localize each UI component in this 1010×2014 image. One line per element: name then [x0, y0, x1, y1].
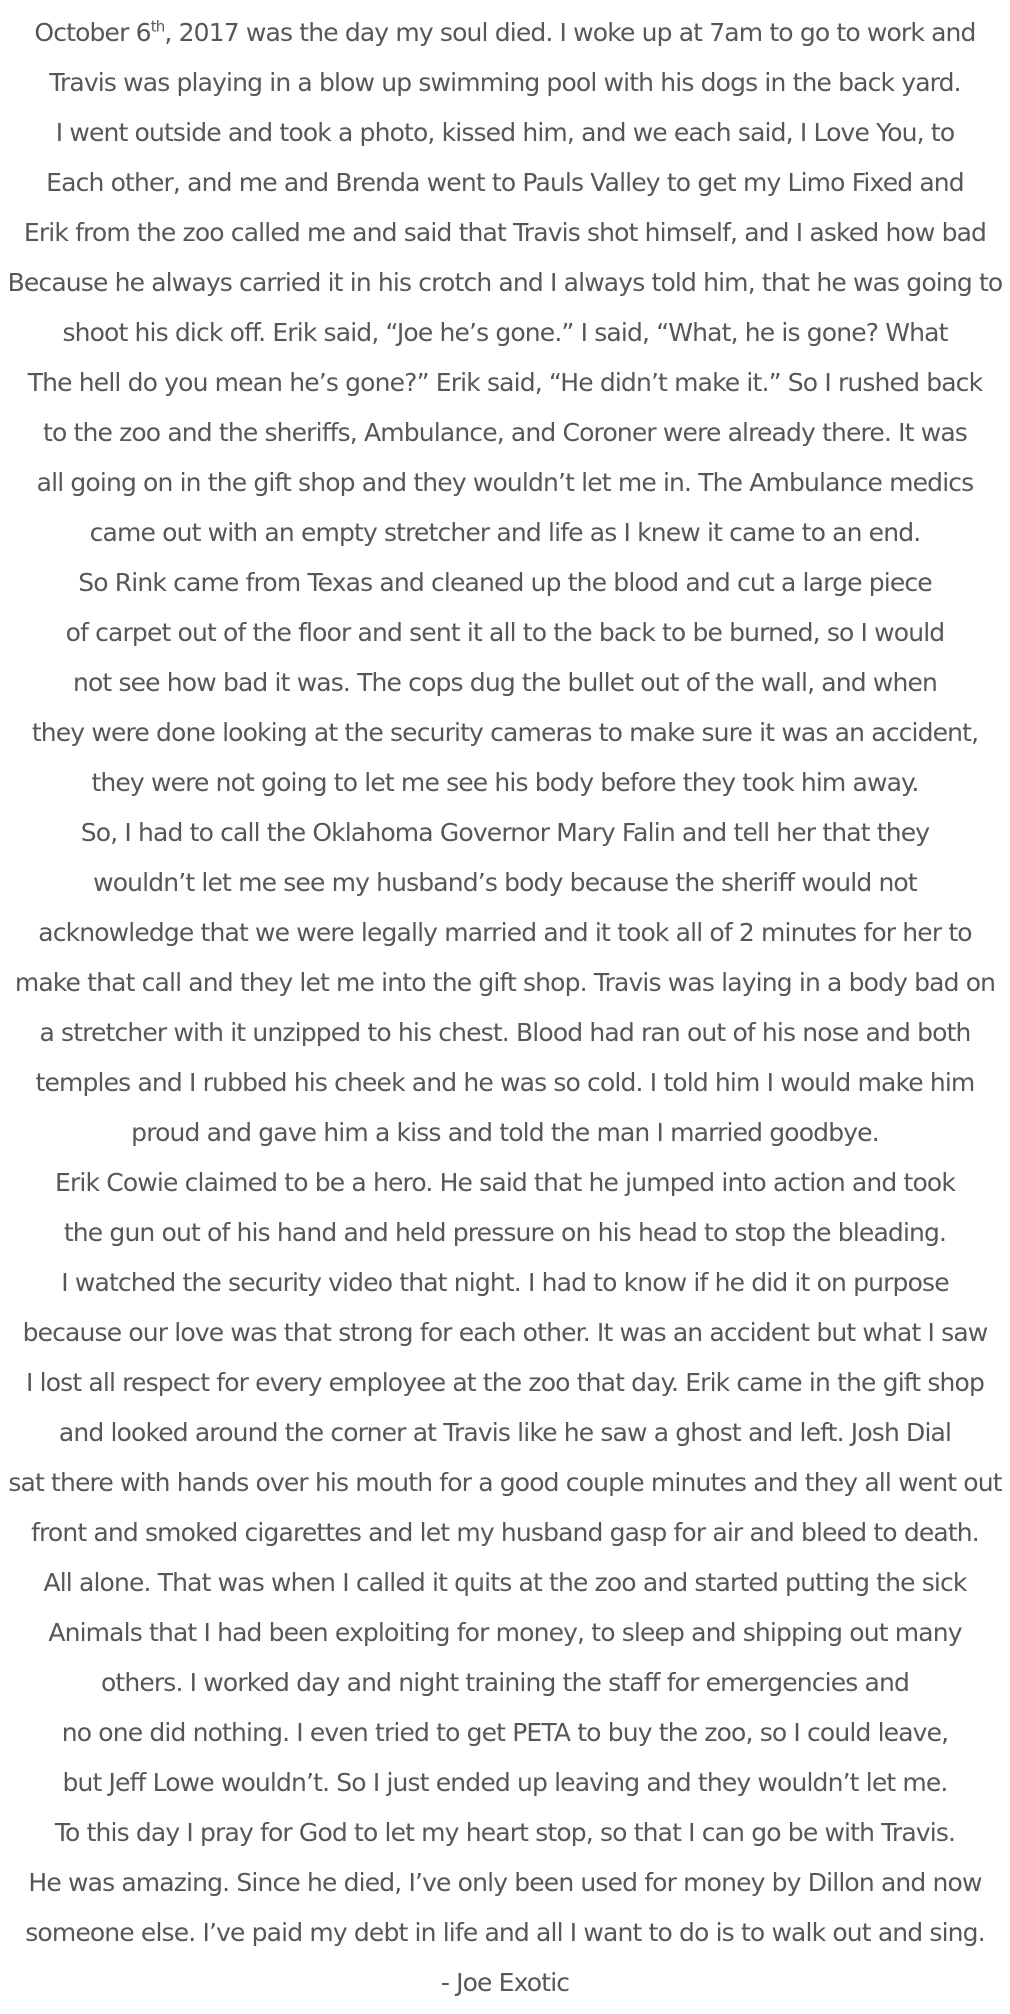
- letter-line: I lost all respect for every employee at the zoo that day. Erik came in the gift shop: [26, 1368, 984, 1397]
- letter-line: To this day I pray for God to let my heart stop, so that I can go be with Travis.: [54, 1818, 956, 1847]
- letter-line: Erik Cowie claimed to be a hero. He said that he jumped into action and took: [55, 1168, 955, 1197]
- letter-line: because our love was that strong for each other. It was an accident but what I saw: [22, 1318, 988, 1347]
- letter-line: front and smoked cigarettes and let my husband gasp for air and bleed to death.: [31, 1518, 979, 1547]
- letter-line: the gun out of his hand and held pressure on his head to stop the bleading.: [63, 1218, 947, 1247]
- letter-line: make that call and they let me into the gift shop. Travis was laying in a body bad on: [14, 968, 996, 997]
- letter-line: sat there with hands over his mouth for a good couple minutes and they all went out: [8, 1468, 1002, 1497]
- letter-line: I watched the security video that night. I had to know if he did it on purpose: [61, 1268, 949, 1297]
- letter-line: to the zoo and the sheriffs, Ambulance, and Coroner were already there. It was: [43, 418, 967, 447]
- letter-line: Travis was playing in a blow up swimming pool with his dogs in the back yard.: [49, 68, 961, 97]
- letter-line: So, I had to call the Oklahoma Governor Mary Falin and tell her that they: [80, 818, 930, 847]
- letter-line: they were done looking at the security cameras to make sure it was an accident,: [31, 718, 979, 747]
- letter-line: no one did nothing. I even tried to get PETA to buy the zoo, so I could leave,: [61, 1718, 949, 1747]
- letter-line: acknowledge that we were legally married and it took all of 2 minutes for her to: [38, 918, 972, 947]
- letter-line: they were not going to let me see his body before they took him away.: [91, 768, 919, 797]
- letter-line: proud and gave him a kiss and told the man I married goodbye.: [131, 1118, 879, 1147]
- date-ordinal-suffix: th: [150, 17, 165, 36]
- letter-line: Because he always carried it in his crotch and I always told him, that he was going to: [7, 268, 1003, 297]
- letter-line: Erik from the zoo called me and said that Travis shot himself, and I asked how bad: [23, 218, 987, 247]
- first-line-rest: , 2017 was the day my soul died. I woke up at 7am to go to work and: [164, 18, 976, 47]
- letter-line: not see how bad it was. The cops dug the bullet out of the wall, and when: [72, 668, 937, 697]
- letter-line: others. I worked day and night training the staff for emergencies and: [100, 1668, 910, 1697]
- letter-line: shoot his dick off. Erik said, “Joe he’s gone.” I said, “What, he is gone? What: [62, 318, 948, 347]
- letter-line-first: [0, 14, 1010, 64]
- letter-line: temples and I rubbed his cheek and he was so cold. I told him I would make him: [35, 1068, 975, 1097]
- letter-line: So Rink came from Texas and cleaned up the blood and cut a large piece: [78, 568, 932, 597]
- letter-line: but Jeff Lowe wouldn’t. So I just ended up leaving and they wouldn’t let me.: [62, 1768, 948, 1797]
- signature: - Joe Exotic: [440, 1968, 570, 1997]
- letter-line: of carpet out of the floor and sent it all to the back to be burned, so I would: [65, 618, 945, 647]
- letter-line: The hell do you mean he’s gone?” Erik said, “He didn’t make it.” So I rushed back: [27, 368, 983, 397]
- date-text: October 6: [34, 18, 151, 47]
- letter-line: Each other, and me and Brenda went to Pauls Valley to get my Limo Fixed and: [46, 168, 964, 197]
- letter-line: a stretcher with it unzipped to his chest. Blood had ran out of his nose and both: [39, 1018, 971, 1047]
- letter-line: All alone. That was when I called it quits at the zoo and started putting the sick: [43, 1568, 967, 1597]
- letter-line: and looked around the corner at Travis like he saw a ghost and left. Josh Dial: [58, 1418, 952, 1447]
- letter-line: He was amazing. Since he died, I’ve only been used for money by Dillon and now: [28, 1868, 982, 1897]
- letter-line: wouldn’t let me see my husband’s body because the sheriff would not: [93, 868, 917, 897]
- letter-line: came out with an empty stretcher and life as I knew it came to an end.: [89, 518, 921, 547]
- letter-line: I went outside and took a photo, kissed him, and we each said, I Love You, to: [55, 118, 955, 147]
- letter-line: all going on in the gift shop and they wouldn’t let me in. The Ambulance medics: [36, 468, 974, 497]
- letter-line: someone else. I’ve paid my debt in life and all I want to do is to walk out and sing.: [25, 1918, 985, 1947]
- letter-line: Animals that I had been exploiting for money, to sleep and shipping out many: [48, 1618, 962, 1647]
